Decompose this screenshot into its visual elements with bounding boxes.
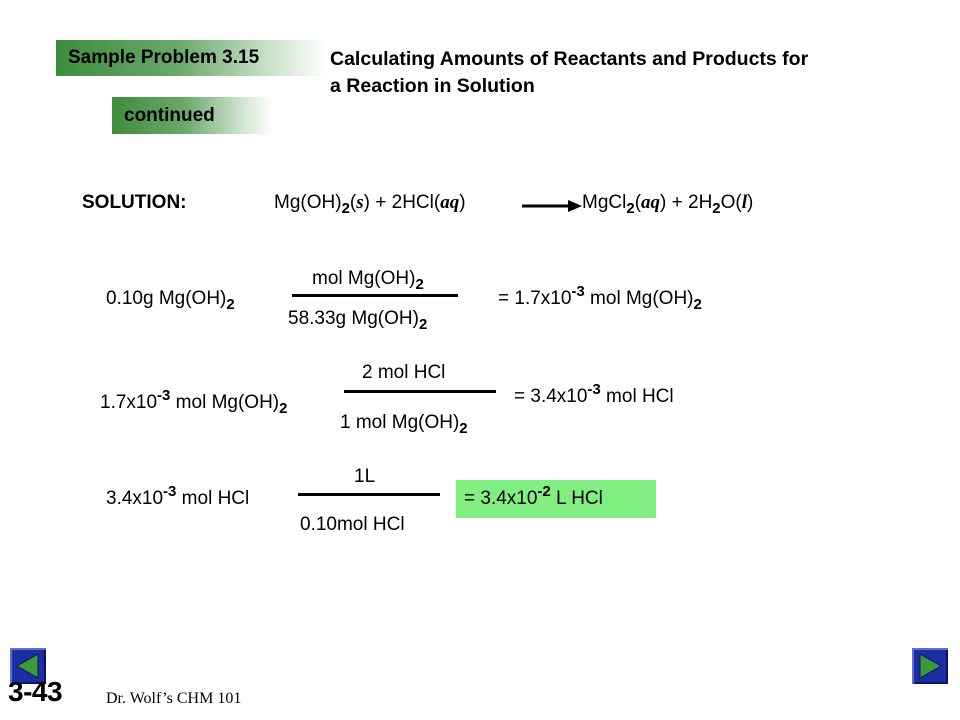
step2-denominator [340,412,468,437]
product-mgcl2-state: aq [641,192,661,213]
step3-given [106,483,250,510]
step1-denominator-text: 58.33g Mg(OH) [288,308,419,329]
step2-denominator-subscript: 2 [459,420,468,437]
step3-denominator: 0.10mol HCl [300,514,405,535]
reaction-arrow-icon [522,198,582,214]
reaction-reactants: $Mg(OH)_2(s) + 2HCl(aq)$ [274,192,466,217]
step3-given-mantissa: 3.4x10 [106,488,164,509]
step1-numerator-subscript: 2 [415,276,424,293]
step1-result-unit: mol Mg(OH) [590,288,694,309]
product-water-state: l [741,192,748,213]
next-slide-button[interactable] [912,648,948,684]
reactant-mgoh2-subscript: 2 [341,200,350,217]
step3-result-mantissa: = 3.4x10 [464,488,538,509]
step2-given-subscript: 2 [279,400,288,417]
reaction-products: MgCl$_2$(aq) + $2H_2O(l)$ [582,192,754,217]
step1-denominator-subscript: 2 [418,316,428,333]
step3-result-exponent: -2 [537,483,551,500]
step2-given-mantissa: 1.7x10 [100,392,158,413]
step3-result [464,483,603,510]
step1-given-text: 0.10g Mg(OH) [106,288,227,309]
slide-title-line1: Calculating Amounts of Reactants and Products for [330,48,809,70]
step3-fraction-bar [298,493,440,496]
step1-given-subscript: 2 [226,296,235,313]
product-water-subscript: 2 [712,200,721,217]
step1-given [106,288,235,313]
step3-given-unit: mol HCl [181,488,250,509]
step2-given-unit: mol Mg(OH) [175,392,280,413]
reactant-mgoh2: Mg(OH) [274,192,342,213]
step3-given-exponent: -3 [163,483,177,500]
continued-label: continued [124,104,215,126]
product-mgcl2-subscript: 2 [626,200,635,217]
step1-denominator [288,308,428,333]
step2-fraction-bar [344,390,496,393]
product-water-rest: O [720,192,736,213]
step1-result [498,283,702,313]
sample-problem-label: Sample Problem 3.15 [68,47,260,68]
step3-numerator: 1L [354,466,376,487]
course-footer: Dr. Wolf’s CHM 101 [106,690,242,707]
step2-given [100,387,288,417]
reactant-hcl-state: aq [440,192,460,213]
step1-numerator-text: mol Mg(OH) [312,268,416,289]
step2-result-exponent: -3 [587,381,601,398]
step2-result-unit: mol HCl [606,386,674,407]
step1-result-subscript: 2 [693,296,702,313]
solution-label: SOLUTION: [82,192,187,213]
continued-tag [112,97,272,134]
reactant-mgoh2-state: s [356,192,364,213]
step3-result-unit: L HCl [556,488,603,509]
step2-denominator-text: 1 mol Mg(OH) [340,412,460,433]
slide-number: 3-43 [8,676,63,707]
product-water: + 2H [671,192,713,213]
sample-problem-tag [56,40,326,76]
step2-result [514,381,674,408]
slide-title-line2: a Reaction in Solution [330,75,535,97]
product-mgcl2: MgCl [582,192,627,213]
step1-result-exponent: -3 [571,283,585,300]
reactant-hcl: + 2HCl [375,192,434,213]
step1-fraction-bar [292,294,458,297]
step1-numerator [312,268,424,293]
step1-result-mantissa: = 1.7x10 [498,288,572,309]
step2-numerator: 2 mol HCl [362,362,446,383]
slide-title [330,46,808,100]
forward-arrow-icon [916,652,944,680]
step2-result-mantissa: = 3.4x10 [514,386,588,407]
step2-given-exponent: -3 [157,387,171,404]
